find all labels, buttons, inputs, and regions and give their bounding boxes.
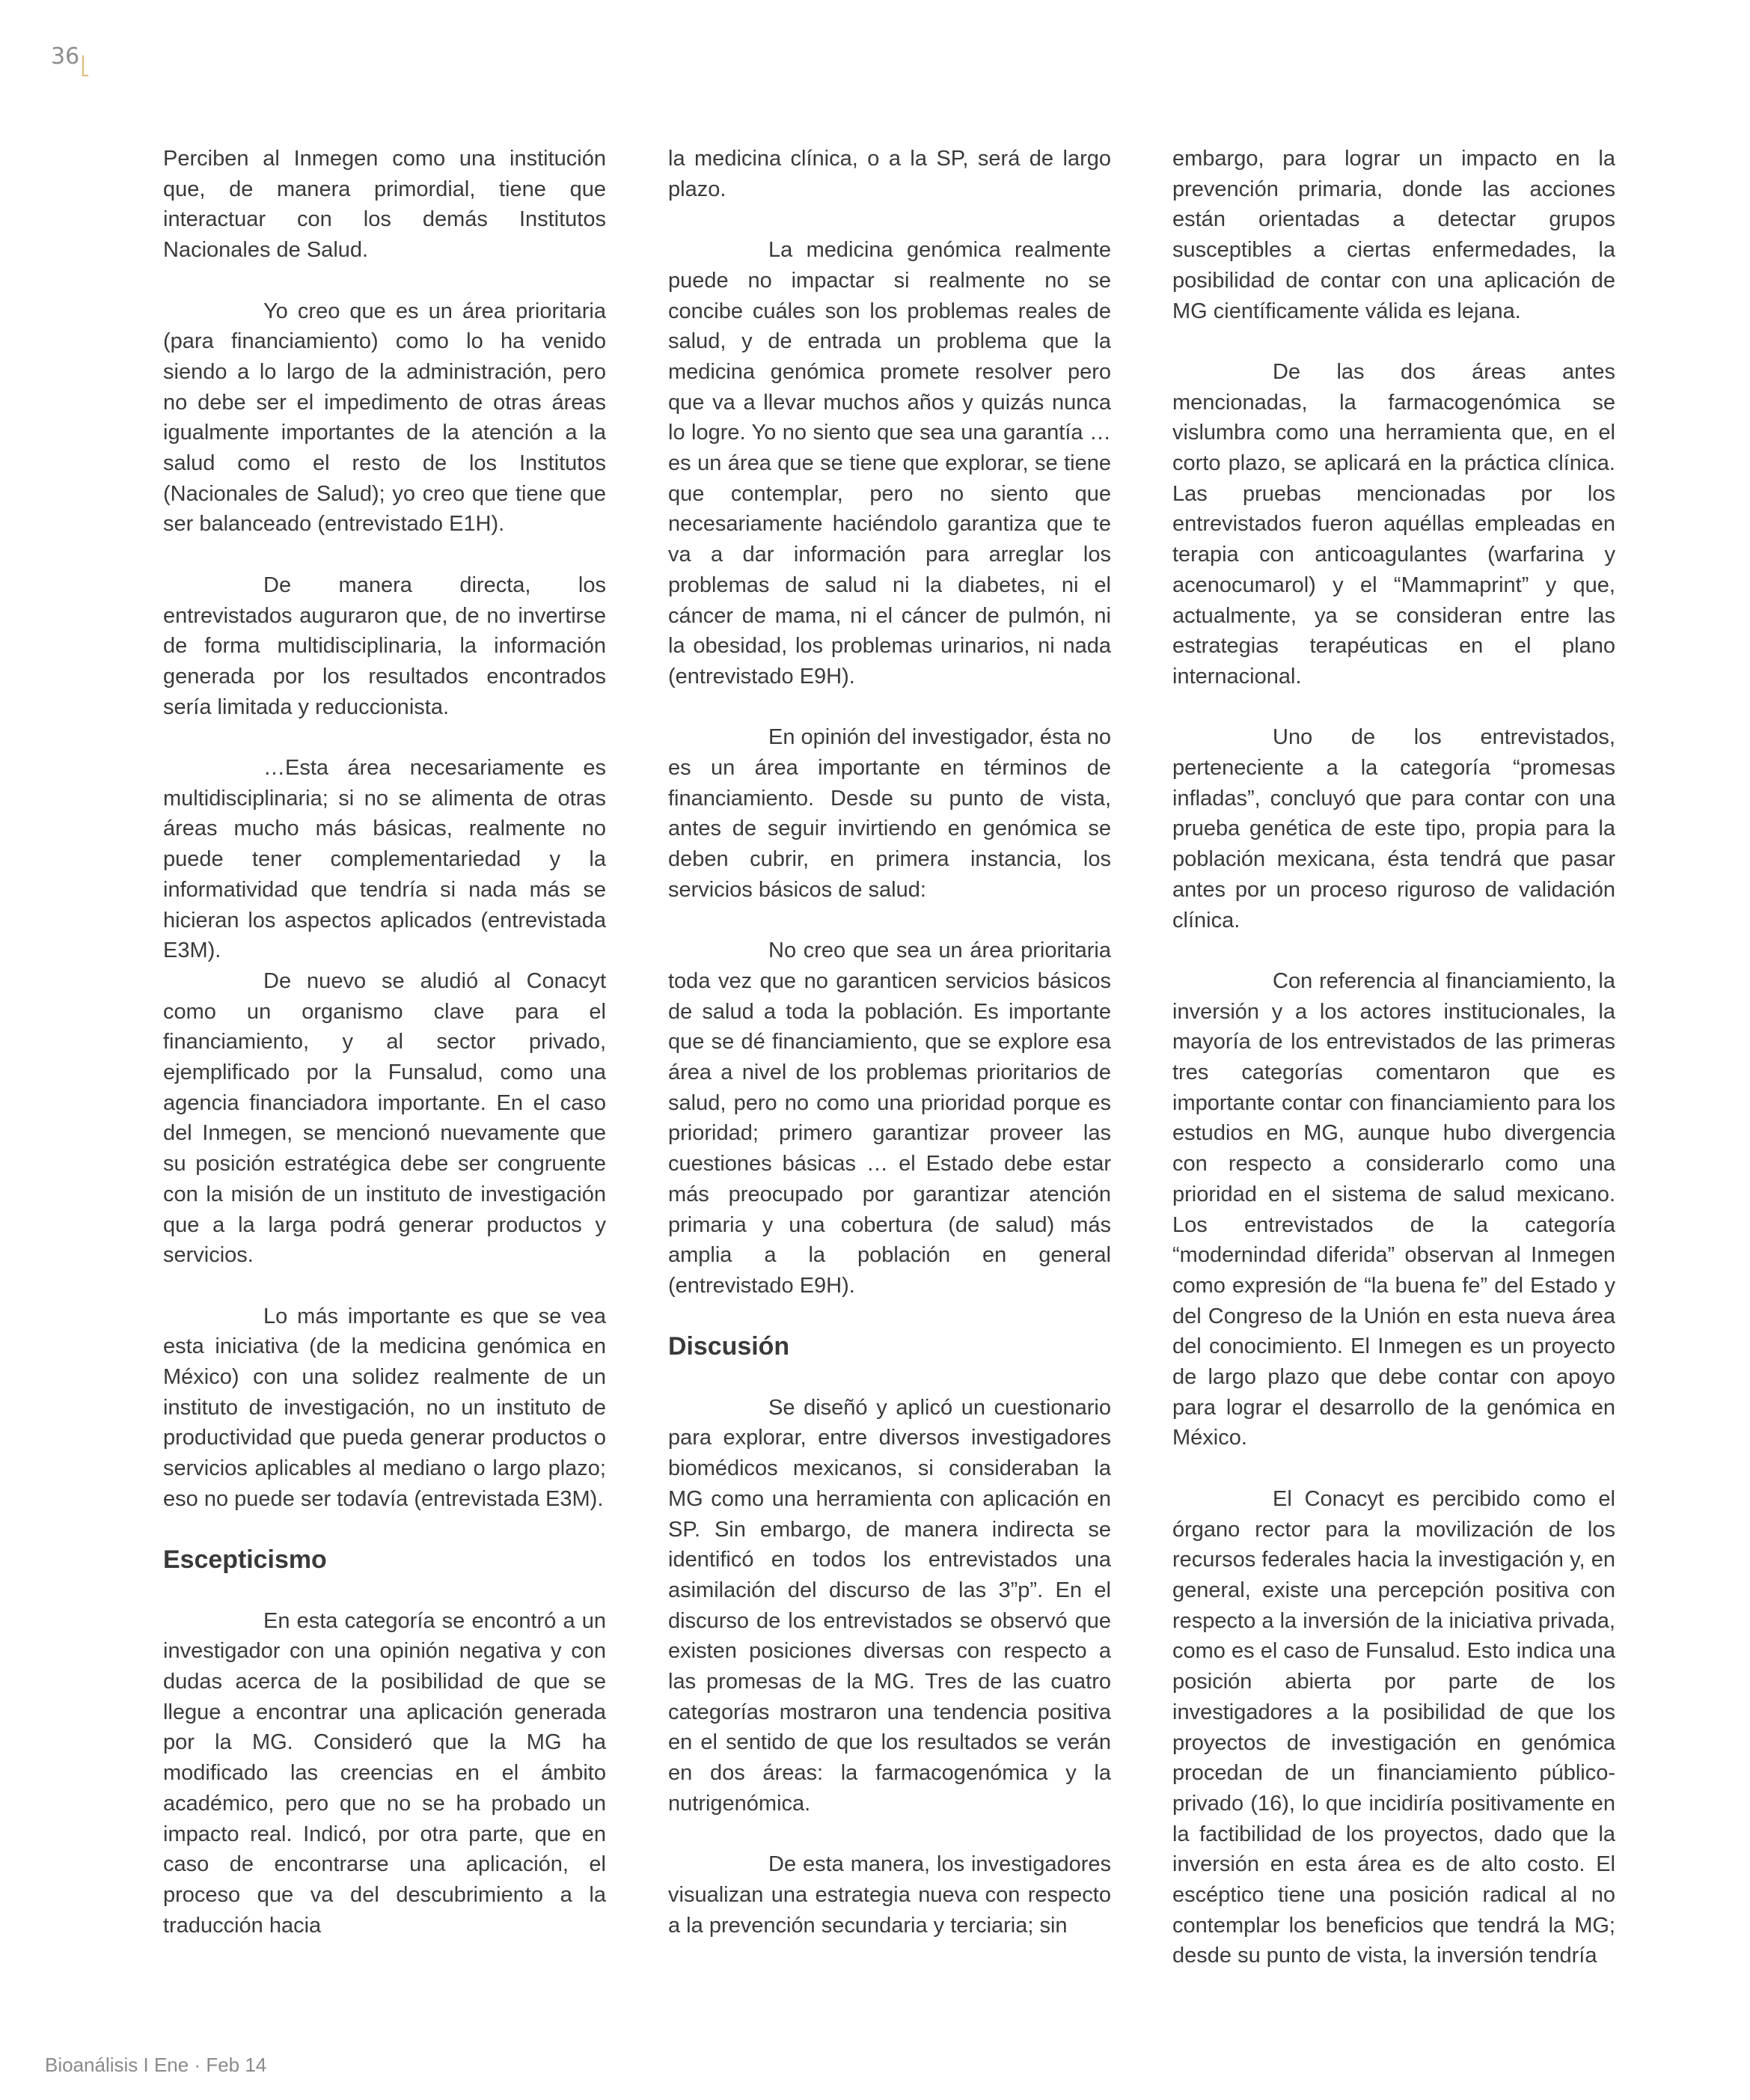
paragraph: la medicina clínica, o a la SP, será de largo plazo. [668,147,1111,201]
paragraph: De nuevo se aludió al Conacyt como un organismo clave para el financiamiento, y al sector privado, ejemplificado por la Funsalud, como una agencia financiadora importante. En el caso del Inmegen, se mencionó nuevamente que su posición estratégica debe ser congruente con la misión de un instituto de investigación que a la larga podrá generar productos y servicios. [163,968,606,1268]
paragraph: Uno de los entrevistados, perteneciente a la categoría “promesas infladas”, concluyó que para contar con una prueba genética de este tipo, propia para la población mexicana, ésta tendrá que pasar antes por un proceso riguroso de validación clínica. [1172,725,1615,933]
page-number-corner-mark [82,55,88,76]
paragraph: No creo que sea un área prioritaria toda vez que no garanticen servicios básicos de salud a toda la población. Es importante que se dé financiamiento, que se explore esa área a nivel de los problemas prioritarios de salud, pero no como una prioridad porque es prioridad; primero garantizar proveer las cuestiones básicas … el Estado debe estar más preocupado por garantizar atención primaria y una cobertura (de salud) más amplia a la población en general (entrevistado E9H). [668,938,1111,1298]
paragraph: Perciben al Inmegen como una institución que, de manera primordial, tiene que interactuar con los demás Institutos Nacionales de Salud. [163,147,606,263]
page-number: 36 [51,43,80,70]
paragraph: Se diseñó y aplicó un cuestionario para explorar, entre diversos investigadores biomédicos mexicanos, si consideraban la MG como una herramienta con aplicación en SP. Sin embargo, de manera indirecta se identificó en todos los entrevistados una asimilación del discurso de las 3”p”. En el discurso de los entrevistados se observó que existen posiciones diversas con respecto a las promesas de la MG. Tres de las cuatro categorías mostraron una tendencia positiva en el sentido de que los resultados se verán en dos áreas: la farmacogenómica y la nutrigenómica. [668,1395,1111,1816]
paragraph: …Esta área necesariamente es multidisciplinaria; si no se alimenta de otras áreas mucho más básicas, realmente no puede tener complementariedad y la informatividad que tendría si nada más se hicieran los aspectos aplicados (entrevistada E3M). [163,756,606,963]
paragraph: Con referencia al financiamiento, la inversión y a los actores institucionales, la mayoría de los entrevistados de las primeras tres categorías comentaron que es importante contar con financiamiento para los estudios en MG, aunque hubo divergencia con respecto a considerarlo como una prioridad en el sistema de salud mexicano. Los entrevistados de la categoría “modernindad diferida” observan al Inmegen como expresión de “la buena fe” del Estado y del Congreso de la Unión en esta nueva área del conocimiento. El Inmegen es un proyecto de largo plazo que debe contar con apoyo para lograr el desarrollo de la genómica en México. [1172,968,1615,1450]
paragraph: embargo, para lograr un impacto en la prevención primaria, donde las acciones están orientadas a detectar grupos susceptibles a ciertas enfermedades, la posibilidad de contar con una aplicación de MG científicamente válida es lejana. [1172,147,1615,323]
text-column-3 [1172,144,1615,2002]
paragraph: En opinión del investigador, ésta no es un área importante en términos de financiamiento. Desde su punto de vista, antes de seguir invirtiendo en genómica se deben cubrir, en primera instancia, los servicios básicos de salud: [668,725,1111,902]
paragraph: La medicina genómica realmente puede no impactar si realmente no se concibe cuáles son los problemas reales de salud, y de entrada un problema que la medicina genómica promete resolver pero que va a llevar muchos años y quizás nunca lo logre. Yo no siento que sea una garantía … es un área que se tiene que explorar, se tiene que contemplar, pero no siento que necesariamente haciéndolo garantiza que te va a dar información para arreglar los problemas de salud ni la diabetes, ni el cáncer de mama, ni el cáncer de pulmón, ni la obesidad, los problemas urinarios, ni nada (entrevistado E9H). [668,238,1111,689]
section-heading: Discusión [668,1332,790,1361]
paragraph: De esta manera, los investigadores visualizan una estrategia nueva con respecto a la prevención secundaria y terciaria; sin [668,1852,1111,1938]
paragraph: El Conacyt es percibido como el órgano rector para la movilización de los recursos federales hacia la investigación y, en general, existe una percepción positiva con respecto a la inversión de la iniciativa privada, como es el caso de Funsalud. Esto indica una posición abierta por parte de los investigadores a la posibilidad de que los proyectos de investigación en genómica procedan de un financiamiento público-privado (16), lo que incidiría positivamente en la factibilidad de los proyectos, dado que la inversión en esta área es de alto costo. El escéptico tiene una posición radical al no contemplar los beneficios que tendrá la MG; desde su punto de vista, la inversión tendría [1172,1486,1615,1968]
paragraph: Lo más importante es que se vea esta iniciativa (de la medicina genómica en México) con una solidez realmente de un instituto de investigación, no un instituto de productividad que pueda generar productos o servicios aplicables al mediano o largo plazo; eso no puede ser todavía (entrevistada E3M). [163,1304,606,1511]
text-column-2 [668,144,1111,1971]
paragraph: En esta categoría se encontró a un investigador con una opinión negativa y con dudas acerca de la posibilidad de que se llegue a encontrar una aplicación generada por la MG. Consideró que la MG ha modificado las creencias en el ámbito académico, pero que no se ha probado un impacto real. Indicó, por otra parte, que en caso de encontrarse una aplicación, el proceso que va del descubrimiento a la traducción hacia [163,1608,606,1938]
paragraph: De manera directa, los entrevistados auguraron que, de no invertirse de forma multidisciplinaria, la información generada por los resultados encontrados sería limitada y reduccionista. [163,573,606,719]
text-column-1 [163,144,606,1971]
paragraph: De las dos áreas antes mencionadas, la farmacogenómica se vislumbra como una herramienta que, en el corto plazo, se aplicará en la práctica clínica. Las pruebas mencionadas por los entrevistados fueron aquéllas empleadas en terapia con anticoagulantes (warfarina y acenocumarol) y el “Mammaprint” y que, actualmente, ya se consideran entre las estrategias terapéuticas en el plano internacional. [1172,359,1615,689]
footer-publication: Bioanálisis I Ene · Feb 14 [45,2054,267,2076]
paragraph: Yo creo que es un área prioritaria (para financiamiento) como lo ha venido siendo a lo largo de la administración, pero no debe ser el impedimento de otras áreas igualmente importantes de la atención a la salud como el resto de los Institutos (Nacionales de Salud); yo creo que tiene que ser balanceado (entrevistado E1H). [163,299,606,537]
section-heading: Escepticismo [163,1545,327,1575]
